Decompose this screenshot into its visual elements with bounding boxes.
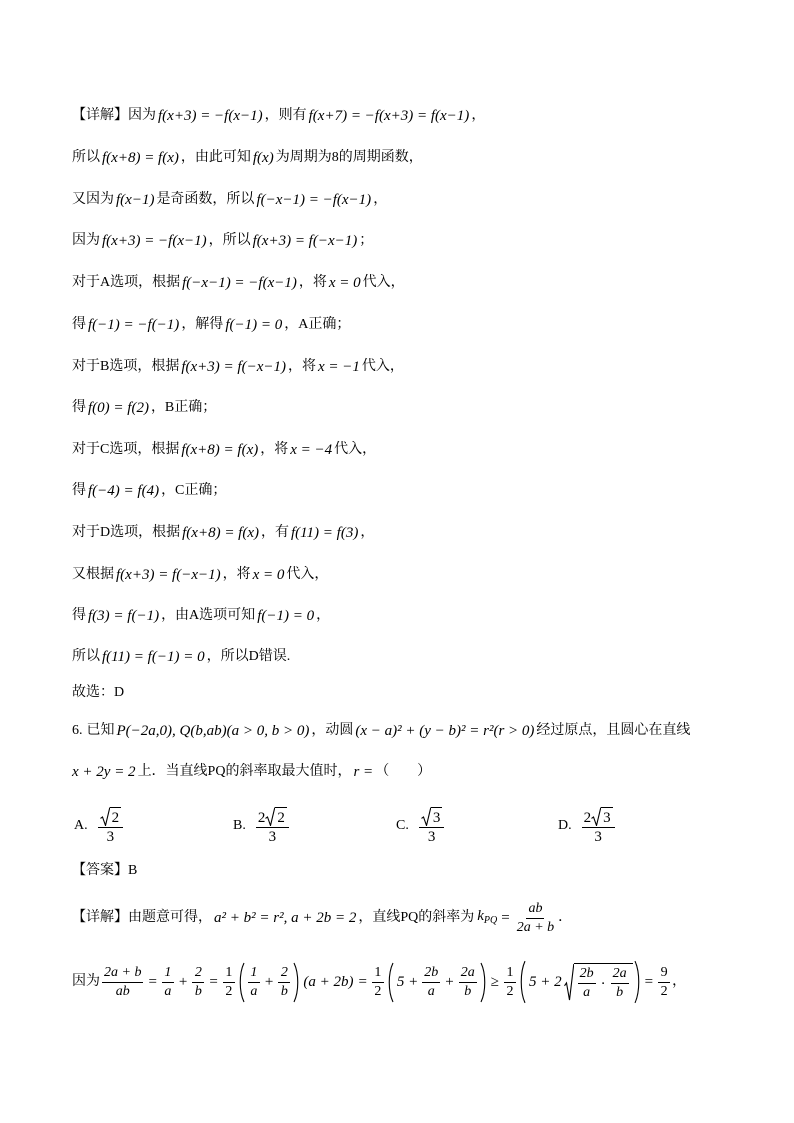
text-segment: 上．当直线PQ的斜率取最大值时，	[137, 764, 352, 779]
math-expression: P(−2a,0), Q(b,ab)(a > 0, b > 0)	[116, 723, 310, 739]
math-expression: f(−1) = 0	[257, 608, 315, 624]
text-segment: 因为	[128, 108, 156, 123]
text-segment: 得	[72, 483, 86, 498]
fraction	[248, 965, 260, 1000]
proof-line-12	[72, 563, 328, 587]
math-expression: f(x+7) = −f(x+3) = f(x−1)	[308, 108, 470, 124]
proof-line-8	[72, 396, 216, 420]
parenthesized-group	[387, 962, 487, 1003]
math-expression: x + 2y = 2	[72, 764, 136, 780]
fraction	[504, 965, 516, 1000]
text-segment: ，	[373, 192, 388, 207]
radicand: 2	[110, 807, 122, 826]
math-expression: f(x−1)	[116, 192, 155, 208]
slope-subscript: PQ	[483, 914, 498, 926]
text-segment: 经过原点，且圆心在直线	[536, 723, 691, 738]
paren-stroke	[294, 963, 298, 1002]
parenthesized-group	[238, 962, 300, 1003]
fraction	[658, 965, 670, 1000]
text-segment: ，动圆	[311, 723, 354, 738]
numerator: 2a	[459, 965, 477, 983]
math-expression: (a + 2b)	[303, 974, 354, 990]
section-tag: 【详解】	[72, 108, 128, 123]
solution-line-2	[72, 952, 686, 1012]
denominator: b	[194, 983, 202, 999]
math-expression: f(−4) = f(4)	[88, 483, 160, 499]
square-root	[564, 963, 633, 1001]
denominator: ab	[115, 983, 130, 999]
coefficient: 2	[257, 810, 266, 826]
math-expression: a² + b² = r², a + 2b = 2	[214, 910, 357, 926]
text-segment: 是奇函数，所以	[156, 192, 255, 207]
math-expression: f(x)	[252, 150, 274, 166]
numerator: 2	[192, 965, 204, 983]
math-expression: x = 0	[328, 275, 361, 291]
radical-sign	[265, 807, 275, 826]
section-tag: 【答案】	[72, 863, 128, 878]
left-paren	[519, 960, 526, 1004]
text-segment: ，	[672, 974, 687, 989]
math-expression: r =	[353, 764, 374, 780]
math-expression: f(11) = f(3)	[291, 525, 359, 541]
option-c	[396, 804, 446, 848]
denominator: a	[164, 983, 172, 999]
right-paren	[480, 962, 487, 1003]
operator: ≥	[490, 974, 499, 990]
radical-stroke	[564, 964, 573, 1000]
operator: ·	[600, 975, 606, 992]
option-d	[558, 804, 617, 848]
text-segment: ，解得	[181, 317, 224, 332]
text-segment: ，直线PQ的斜率为	[358, 910, 475, 925]
paren-stroke	[635, 961, 639, 1003]
math-expression: (x − a)² + (y − b)² = r²(r > 0)	[355, 723, 535, 739]
proof-line-5	[72, 271, 405, 295]
text-segment: 已知	[86, 723, 115, 738]
text-segment: 由题意可得，	[128, 910, 212, 925]
coefficient: 2	[583, 810, 592, 826]
slope-symbol	[477, 906, 497, 931]
fraction	[223, 965, 235, 1000]
text-segment: ，将	[260, 442, 289, 457]
paren-stroke	[521, 961, 525, 1003]
option-fraction	[582, 807, 615, 845]
paren-stroke	[389, 963, 393, 1002]
text-segment: ，由A选项可知	[161, 608, 256, 623]
radicand: 2	[275, 807, 287, 826]
numerator: 1	[248, 965, 260, 983]
right-paren	[293, 962, 300, 1003]
proof-line-10	[72, 479, 226, 503]
numerator: ab	[526, 901, 544, 919]
operator: +	[264, 974, 274, 990]
fraction	[422, 965, 440, 1000]
option-a	[74, 804, 125, 848]
proof-line-7	[72, 355, 404, 379]
denominator: b	[616, 985, 624, 1000]
text-segment: 对于D选项，根据	[72, 525, 181, 540]
numerator: 1	[504, 965, 516, 983]
radical-sign	[421, 807, 431, 826]
math-expression: f(x+3) = f(−x−1)	[116, 567, 221, 583]
proof-line-9	[72, 438, 376, 462]
math-expression: f(x+3) = −f(x−1)	[102, 233, 207, 249]
operator: =	[148, 974, 157, 990]
fraction	[459, 965, 477, 1000]
text-segment: ，由此可知	[180, 150, 251, 165]
proof-line-14	[72, 645, 290, 669]
numerator: 2a	[611, 966, 629, 984]
math-expression: x = 0	[252, 567, 285, 583]
math-expression: f(3) = f(−1)	[88, 608, 160, 624]
denominator: 2	[374, 983, 382, 999]
text-segment: ，	[316, 608, 331, 623]
text-segment: ，将	[287, 359, 316, 374]
math-expression: f(x+3) = f(−x−1)	[252, 233, 358, 249]
left-paren	[387, 962, 394, 1003]
math-expression: f(−x−1) = −f(x−1)	[256, 192, 372, 208]
paren-stroke	[240, 963, 244, 1002]
math-expression: f(−x−1) = −f(x−1)	[182, 275, 297, 291]
operator: +	[178, 974, 188, 990]
proof-line-13	[72, 604, 330, 628]
text-segment: 又因为	[72, 192, 114, 207]
radical-sign	[564, 963, 574, 1001]
choice-result-line	[72, 681, 124, 705]
text-segment: 对于B选项，根据	[72, 359, 180, 374]
question-6-line-1	[72, 719, 690, 743]
radical-stroke	[266, 807, 275, 825]
numerator: 2b	[422, 965, 440, 983]
text-segment: 代入，	[286, 567, 329, 582]
math-expression: f(0) = f(2)	[88, 400, 149, 416]
text-segment: 代入，	[334, 442, 377, 457]
text-segment: 故选：D	[72, 685, 125, 700]
math-expression: f(11) = f(−1) = 0	[102, 649, 205, 665]
numerator	[582, 807, 615, 828]
denominator: a	[250, 983, 258, 999]
option-label: C.	[396, 818, 409, 833]
text-segment: ，所以D错误.	[206, 649, 291, 664]
proof-line-2	[72, 146, 423, 170]
solution-line-1	[72, 896, 572, 940]
text-segment: ，则有	[264, 108, 307, 123]
text-segment: 得	[72, 608, 86, 623]
denominator: b	[280, 983, 288, 999]
math-expression: x = −1	[317, 359, 360, 375]
text-segment: ，	[360, 525, 375, 540]
text-segment: 代入，	[362, 275, 405, 290]
text-segment: 对于C选项，根据	[72, 442, 180, 457]
text-segment: ，C正确；	[161, 483, 227, 498]
fraction	[515, 901, 556, 936]
option-fraction	[256, 807, 289, 845]
text-segment: 为周期为8的周期函数，	[275, 150, 423, 165]
operator: =	[358, 974, 367, 990]
text-segment: ，B正确；	[150, 400, 217, 415]
text-segment: ，所以	[208, 233, 251, 248]
operator: +	[445, 974, 454, 990]
fraction	[372, 965, 384, 1000]
square-root	[421, 807, 443, 826]
math-expression: f(x+8) = f(x)	[102, 150, 179, 166]
fraction	[102, 965, 143, 1000]
math-expression: 5 +	[396, 974, 419, 990]
denominator: 3	[268, 829, 277, 845]
denominator: 2	[660, 983, 668, 999]
text-segment: ，有	[261, 525, 289, 540]
math-expression: f(x+3) = f(−x−1)	[181, 359, 286, 375]
denominator: a	[583, 985, 591, 1000]
section-tag: 【详解】	[72, 910, 128, 925]
text-segment: ；	[359, 233, 374, 248]
text-segment: 因为	[72, 974, 100, 989]
radical-stroke	[592, 807, 601, 825]
slope-letter: k	[477, 907, 484, 924]
fraction	[578, 966, 596, 1001]
numerator	[419, 807, 445, 828]
text-segment: 又根据	[72, 567, 114, 582]
proof-line-11	[72, 521, 374, 545]
numerator: 2a + b	[102, 965, 143, 983]
numerator: 2b	[578, 966, 596, 984]
operator: =	[501, 910, 510, 926]
square-root	[265, 807, 287, 826]
proof-line-3	[72, 188, 387, 212]
option-label: D.	[558, 818, 572, 833]
option-fraction	[419, 807, 445, 845]
option-label: A.	[74, 818, 88, 833]
denominator: 3	[427, 829, 436, 845]
operator: =	[644, 974, 654, 990]
text-segment: ，将	[298, 275, 327, 290]
math-expression: f(x+8) = f(x)	[182, 525, 259, 541]
radical-stroke	[100, 807, 109, 825]
answer-value: B	[128, 863, 138, 878]
operator: =	[209, 974, 218, 990]
radicand	[574, 963, 633, 1001]
text-segment: 得	[72, 400, 86, 415]
question-number: 6.	[72, 723, 83, 738]
option-label: B.	[233, 818, 246, 833]
numerator	[256, 807, 289, 828]
text-segment: 所以	[72, 649, 100, 664]
text-segment: 代入，	[361, 359, 404, 374]
text-segment: 因为	[72, 233, 100, 248]
radical-sign	[100, 807, 110, 826]
text-segment: 对于A选项，根据	[72, 275, 181, 290]
denominator: 3	[594, 829, 602, 845]
numerator	[98, 807, 124, 828]
numerator: 1	[372, 965, 384, 983]
left-paren	[238, 962, 245, 1003]
radicand: 3	[431, 807, 443, 826]
denominator: 3	[106, 829, 115, 845]
denominator: 2	[506, 983, 514, 999]
math-expression: x = −4	[290, 442, 333, 458]
text-segment: ．	[558, 910, 573, 925]
fraction	[162, 965, 174, 1000]
text-segment: 得	[72, 317, 86, 332]
math-expression: f(−1) = −f(−1)	[88, 317, 180, 333]
radical-stroke	[421, 807, 430, 825]
proof-line-1	[72, 104, 485, 128]
numerator: 2	[278, 965, 290, 983]
right-paren	[634, 960, 641, 1004]
parenthesized-group	[519, 960, 641, 1004]
numerator: 9	[658, 965, 670, 983]
radical-sign	[591, 807, 601, 826]
text-segment: ，A正确；	[284, 317, 351, 332]
numerator: 1	[223, 965, 235, 983]
proof-line-4	[72, 229, 373, 253]
denominator: 2	[225, 983, 233, 999]
fraction	[278, 965, 290, 1000]
math-expression: 5 + 2	[529, 974, 562, 990]
square-root	[591, 807, 613, 826]
radicand: 3	[601, 807, 613, 826]
answer-blank: （ ）	[375, 764, 432, 779]
fraction	[611, 966, 629, 1001]
math-expression: f(x+8) = f(x)	[181, 442, 259, 458]
numerator: 1	[162, 965, 174, 983]
paren-stroke	[481, 963, 485, 1002]
denominator: b	[464, 983, 472, 999]
text-segment: 所以	[72, 150, 100, 165]
text-segment: ，	[471, 108, 486, 123]
math-expression: f(−1) = 0	[225, 317, 283, 333]
denominator: 2a + b	[516, 919, 555, 935]
text-segment: ，将	[222, 567, 251, 582]
denominator: a	[427, 983, 435, 999]
math-expression: f(x+3) = −f(x−1)	[158, 108, 263, 124]
question-6-line-2	[72, 760, 431, 784]
proof-line-6	[72, 313, 350, 337]
answer-line	[72, 859, 137, 883]
fraction	[192, 965, 204, 1000]
square-root	[100, 807, 122, 826]
option-b	[233, 804, 291, 848]
option-fraction	[98, 807, 124, 845]
